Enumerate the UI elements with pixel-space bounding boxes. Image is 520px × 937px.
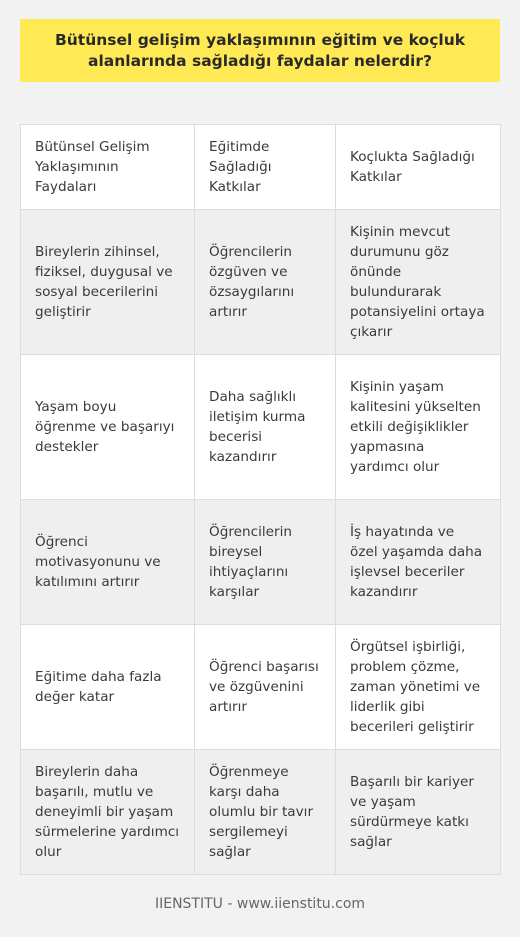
footer-credit: IIENSTITU - www.iienstitu.com [154, 896, 366, 912]
table-cell: Başarılı bir kariyer ve yaşam sürdürmeye katkı sağlar [336, 750, 501, 875]
table-cell: Kişinin yaşam kalitesini yükselten etkili değişiklikler yapmasına yardımcı olur [336, 355, 501, 500]
table-cell: Kişinin mevcut durumunu göz önünde bulundurarak potansiyelini ortaya çıkarır [336, 210, 501, 355]
table-row [21, 355, 501, 500]
table-row [21, 625, 501, 750]
table-cell: Öğrenmeye karşı daha olumlu bir tavır sergilemeyi sağlar [195, 750, 336, 875]
table-cell: Bireylerin zihinsel, fiziksel, duygusal ve sosyal becerilerini geliştirir [21, 210, 195, 355]
table-cell: Daha sağlıklı iletişim kurma becerisi kazandırır [195, 355, 336, 500]
table-header-row [21, 125, 501, 210]
table-cell: Öğrenci motivasyonunu ve katılımını artırır [21, 500, 195, 625]
table-cell: Yaşam boyu öğrenme ve başarıyı destekler [21, 355, 195, 500]
table-cell: Öğrenci başarısı ve özgüvenini artırır [195, 625, 336, 750]
benefits-table [20, 124, 501, 875]
header-cell-benefits: Bütünsel Gelişim Yaklaşımının Faydaları [21, 125, 195, 210]
table-row [21, 750, 501, 875]
table-cell: Örgütsel işbirliği, problem çözme, zaman yönetimi ve liderlik gibi becerileri geliştirir [336, 625, 501, 750]
table-row [21, 210, 501, 355]
table-cell: Eğitime daha fazla değer katar [21, 625, 195, 750]
table-cell: Bireylerin daha başarılı, mutlu ve deneyimli bir yaşam sürmelerine yardımcı olur [21, 750, 195, 875]
table-cell: Öğrencilerin bireysel ihtiyaçlarını karşılar [195, 500, 336, 625]
page-title: Bütünsel gelişim yaklaşımının eğitim ve koçluk alanlarında sağladığı faydalar nelerdir? [54, 30, 466, 70]
header-cell-education: Eğitimde Sağladığı Katkılar [195, 125, 336, 210]
table-row [21, 500, 501, 625]
title-banner [20, 19, 500, 82]
table-cell: İş hayatında ve özel yaşamda daha işlevsel beceriler kazandırır [336, 500, 501, 625]
table-cell: Öğrencilerin özgüven ve özsaygılarını artırır [195, 210, 336, 355]
header-cell-coaching: Koçlukta Sağladığı Katkılar [336, 125, 501, 210]
